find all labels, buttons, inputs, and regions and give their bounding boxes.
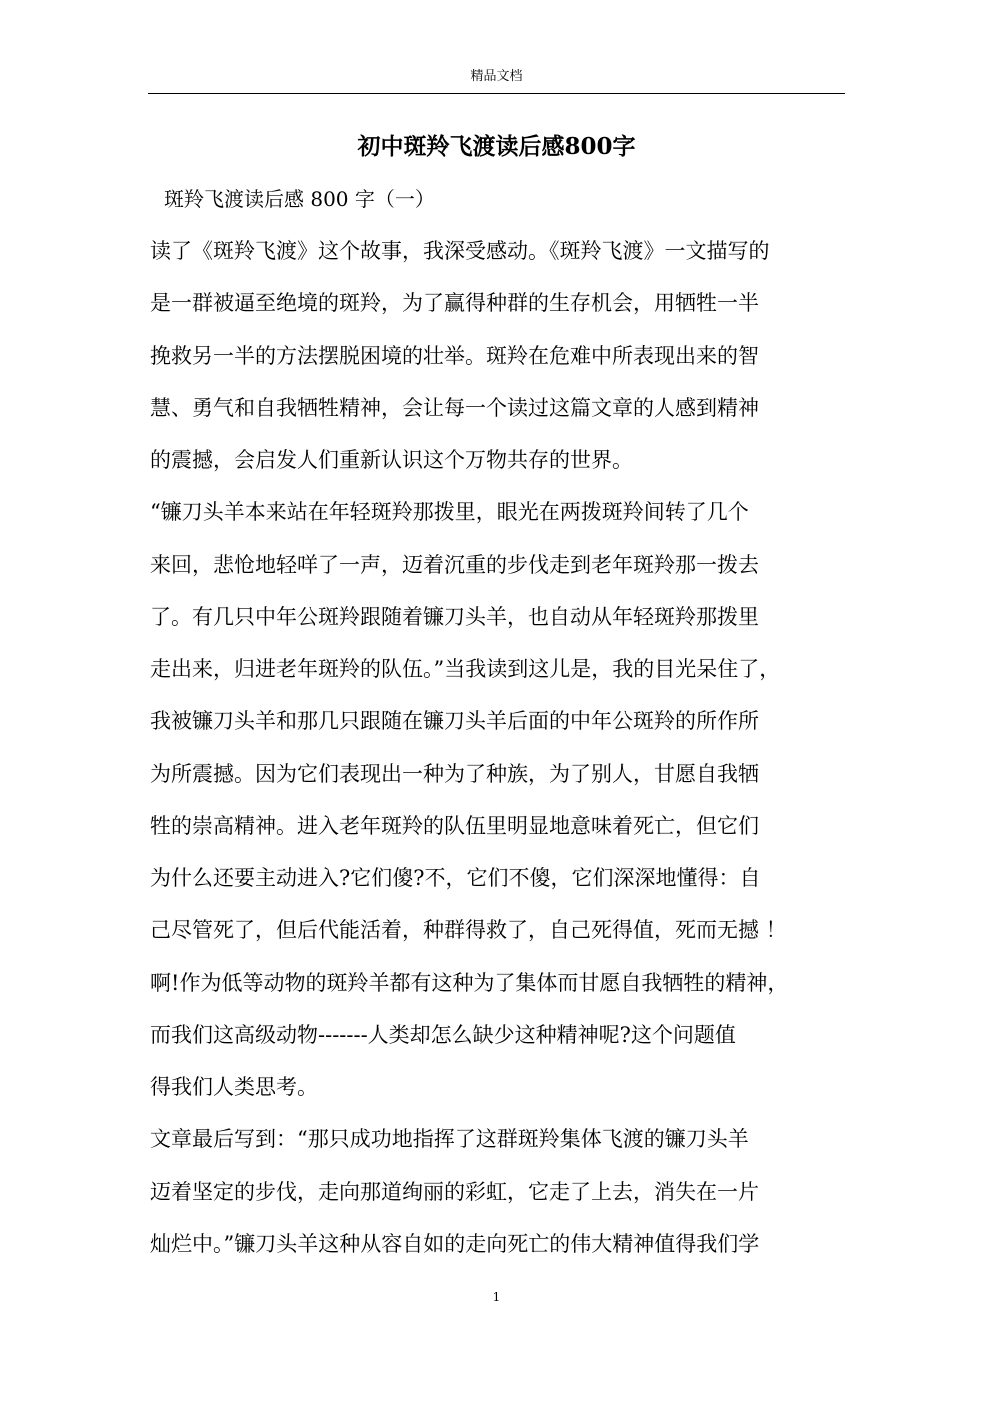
text-line: 灿烂中。”镰刀头羊这种从容自如的走向死亡的伟大精神值得我们学 [150, 1231, 760, 1256]
text-line: 是一群被逼至绝境的斑羚，为了赢得种群的生存机会，用牺牲一半 [150, 291, 759, 316]
text-line: 的震撼，会启发人们重新认识这个万物共存的世界。 [150, 448, 633, 472]
text-line: 文章最后写到：“那只成功地指挥了这群斑羚集体飞渡的镰刀头羊 [150, 1127, 749, 1152]
body-text [150, 231, 850, 1276]
text-line: 为所震撼。因为它们表现出一种为了种族，为了别人，甘愿自我牺 [150, 761, 759, 786]
text-line: 了。有几只中年公斑羚跟随着镰刀头羊，也自动从年轻斑羚那拨里 [150, 604, 759, 629]
text-line: “镰刀头羊本来站在年轻斑羚那拨里，眼光在两拨斑羚间转了几个 [150, 500, 749, 525]
text-line: 啊!作为低等动物的斑羚羊都有这种为了集体而甘愿自我牺牲的精神， [150, 970, 789, 995]
text-line: 走出来，归进老年斑羚的队伍。”当我读到这儿是，我的目光呆住了， [150, 657, 781, 681]
text-line: 迈着坚定的步伐，走向那道绚丽的彩虹，它走了上去，消失在一片 [150, 1179, 759, 1204]
page-number: 1 [492, 1290, 501, 1304]
text-line: 慧、勇气和自我牺牲精神，会让每一个读过这篇文章的人感到精神 [150, 395, 759, 420]
text-line: 牲的崇高精神。进入老年斑羚的队伍里明显地意味着死亡，但它们 [150, 813, 759, 838]
text-line: 挽救另一半的方法摆脱困境的壮举。斑羚在危难中所表现出来的智 [150, 343, 759, 368]
text-line: 我被镰刀头羊和那几只跟随在镰刀头羊后面的中年公斑羚的所作所 [150, 709, 759, 734]
header-divider [148, 93, 845, 94]
text-line: 为什么还要主动进入?它们傻?不，它们不傻，它们深深地懂得：自 [150, 866, 761, 890]
text-line: 来回，悲怆地轻咩了一声，迈着沉重的步伐走到老年斑羚那一拨去 [150, 552, 759, 577]
text-line: 而我们这高级动物-------人类却怎么缺少这种精神呢?这个问题值 [150, 1022, 736, 1047]
text-line: 得我们人类思考。 [150, 1075, 318, 1099]
page-header: 精品文档 [470, 69, 523, 84]
document-title: 初中斑羚飞渡读后感800字 [357, 133, 636, 160]
section-subtitle: 斑羚飞渡读后感 800 字（一） [164, 187, 435, 211]
text-line: 读了《斑羚飞渡》这个故事，我深受感动。《斑羚飞渡》一文描写的 [150, 239, 770, 263]
text-line: 己尽管死了，但后代能活着，种群得救了，自己死得值，死而无撼 ！ [150, 918, 787, 943]
